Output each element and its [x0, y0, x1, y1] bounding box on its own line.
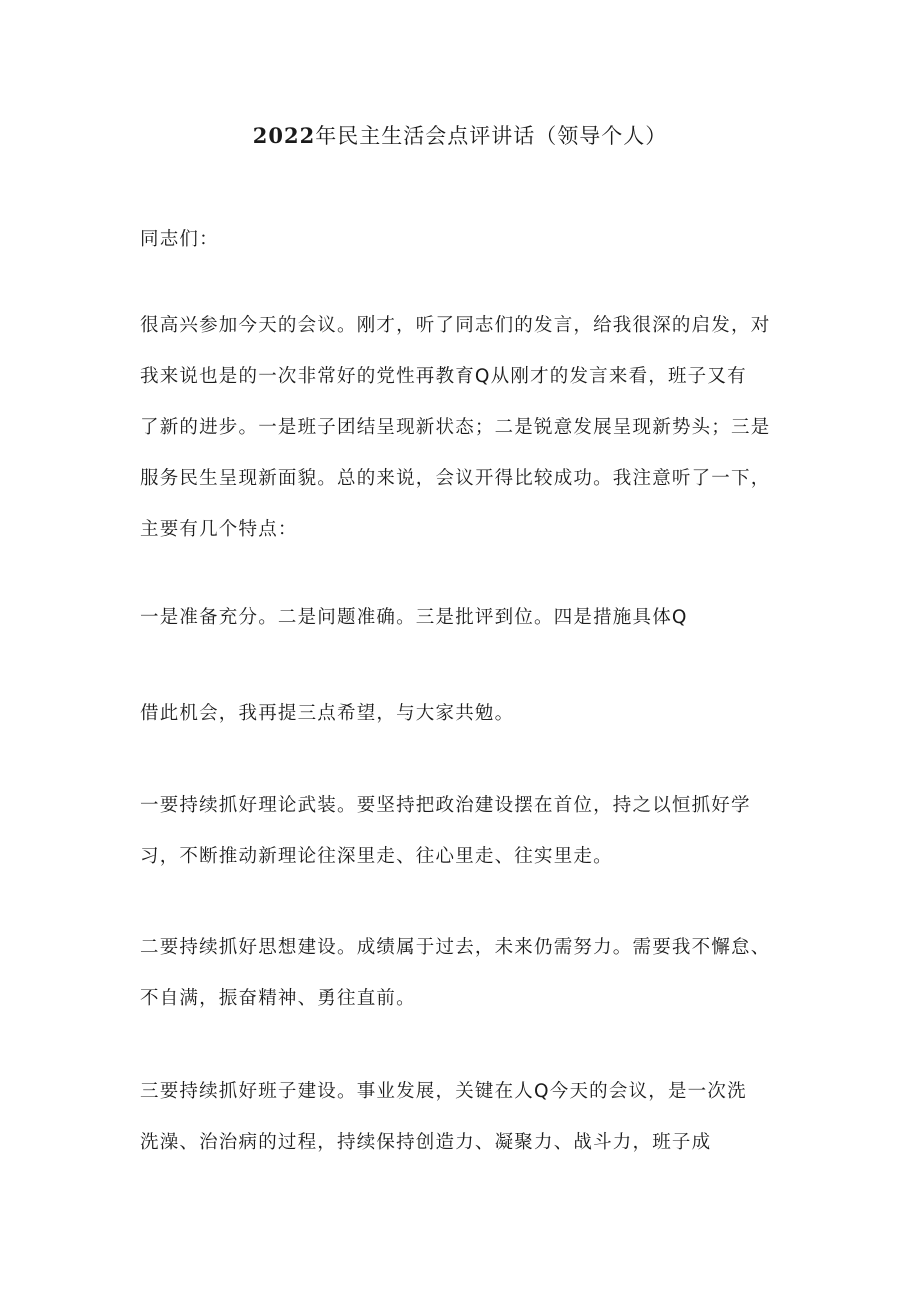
- text-line: 很高兴参加今天的会议。刚才，听了同志们的发言，给我很深的启发，对: [140, 315, 771, 336]
- text-line: 服务民生呈现新面貌。总的来说，会议开得比较成功。我注意听了一下，: [140, 468, 771, 489]
- text-line: 三要持续抓好班子建设。事业发展，关键在人Q今天的会议，是一次洗: [140, 1081, 747, 1102]
- paragraph-hope-2: [140, 922, 800, 1024]
- paragraph-hopes-intro: [140, 688, 800, 739]
- text-line: 二要持续抓好思想建设。成绩属于过去，未来仍需努力。需要我不懈怠、: [140, 937, 771, 958]
- paragraph-features: [140, 592, 800, 643]
- text-line: 了新的进步。一是班子团结呈现新状态；二是锐意发展呈现新势头；三是: [140, 417, 771, 438]
- paragraph-opening: [140, 300, 800, 555]
- text-line: 习，不断推动新理论往深里走、往心里走、往实里走。: [140, 846, 613, 867]
- title-year: 2022: [252, 123, 316, 148]
- text-line: 不自满，振奋精神、勇往直前。: [140, 988, 416, 1009]
- text-line: 一是准备充分。二是问题准确。三是批评到位。四是措施具体Q: [140, 607, 688, 628]
- text-line: 我来说也是的一次非常好的党性再教育Q从刚才的发言来看，班子又有: [140, 366, 747, 387]
- text-line: 借此机会，我再提三点希望，与大家共勉。: [140, 703, 515, 724]
- text-line: 洗澡、治治病的过程，持续保持创造力、凝聚力、战斗力，班子成: [140, 1132, 712, 1153]
- salutation: 同志们：: [140, 229, 219, 250]
- paragraph-hope-1: [140, 780, 800, 882]
- text-line: 主要有几个特点：: [140, 519, 298, 540]
- text-line: 一要持续抓好理论武装。要坚持把政治建设摆在首位，持之以恒抓好学: [140, 795, 751, 816]
- title-text: 年民主生活会点评讲话（领导个人）: [315, 124, 668, 148]
- paragraph-hope-3: [140, 1066, 800, 1168]
- document-title: [0, 118, 920, 154]
